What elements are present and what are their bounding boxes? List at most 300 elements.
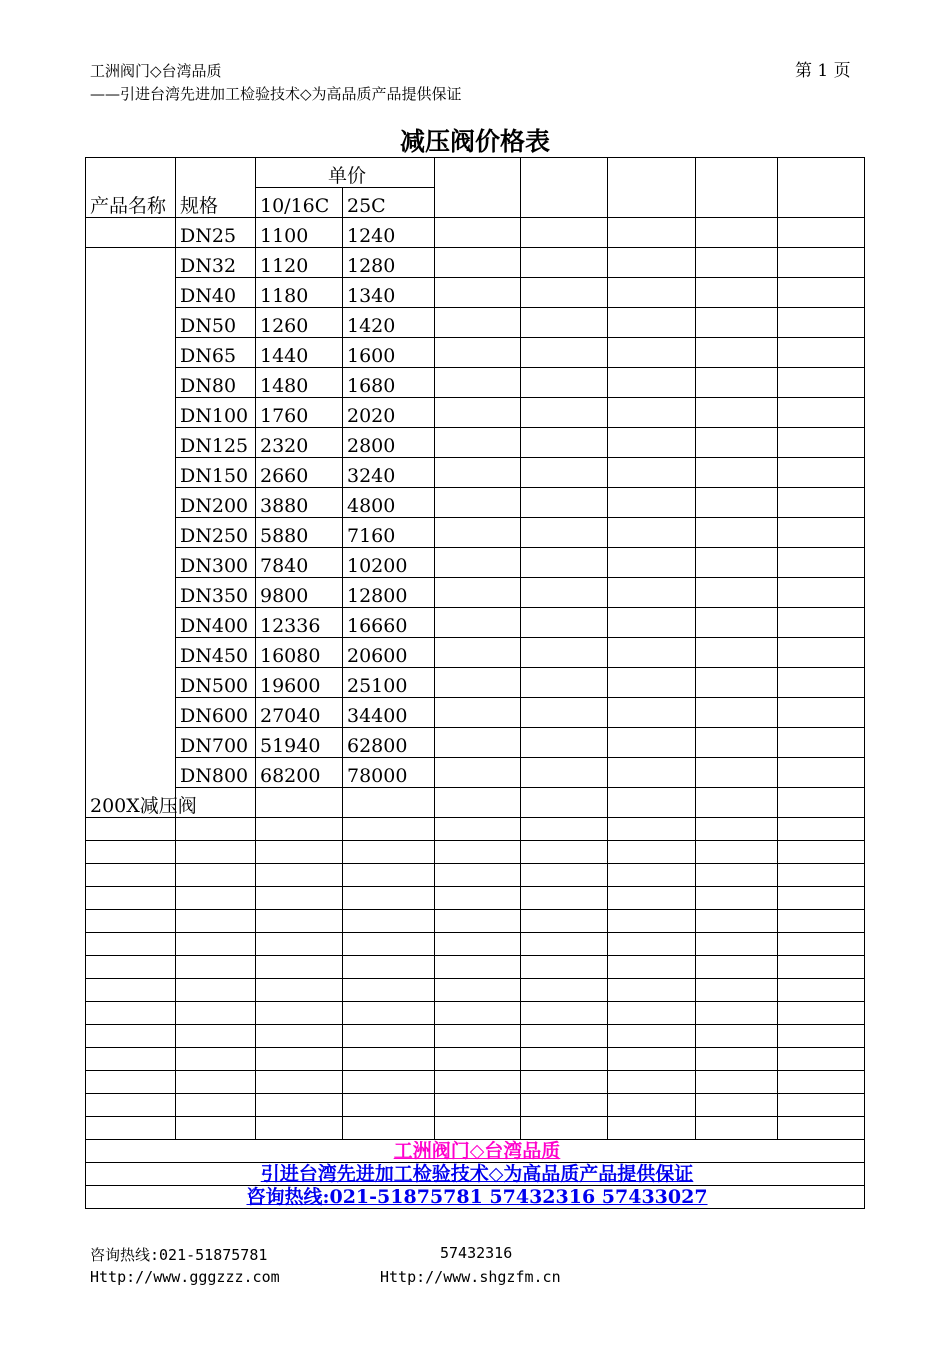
spec-cell: DN600 [176, 698, 256, 728]
table-cell [256, 1048, 343, 1071]
table-cell [608, 158, 696, 218]
table-row [86, 1048, 865, 1071]
spec-cell: DN400 [176, 608, 256, 638]
table-cell [608, 818, 696, 841]
price-1016c-cell: 27040 [256, 698, 343, 728]
table-cell [521, 933, 608, 956]
price-25c-cell: 34400 [343, 698, 435, 728]
table-cell [435, 887, 521, 910]
table-cell [256, 956, 343, 979]
table-cell [608, 698, 696, 728]
table-cell [778, 1117, 865, 1140]
footer-url-2: Http://www.shgzfm.cn [380, 1268, 561, 1286]
table-cell [86, 933, 176, 956]
header-price-1016c: 10/16C [256, 188, 343, 218]
footer-hotline: 咨询热线:021-51875781 [90, 1246, 268, 1264]
table-cell [343, 933, 435, 956]
table-cell [778, 368, 865, 398]
table-cell [176, 979, 256, 1002]
table-row [86, 308, 865, 338]
table-cell [608, 758, 696, 788]
table-cell [521, 398, 608, 428]
table-cell [176, 1117, 256, 1140]
table-cell [778, 488, 865, 518]
table-cell [696, 933, 778, 956]
table-cell [521, 887, 608, 910]
table-cell [435, 758, 521, 788]
table-row [86, 158, 865, 188]
table-cell [521, 864, 608, 887]
table-cell [696, 728, 778, 758]
spec-cell: DN32 [176, 248, 256, 278]
spec-cell: DN25 [176, 218, 256, 248]
table-row [86, 1002, 865, 1025]
table-cell [696, 368, 778, 398]
table-row [86, 788, 865, 818]
table-cell [435, 218, 521, 248]
table-cell [696, 548, 778, 578]
table-cell [696, 578, 778, 608]
table-cell [343, 841, 435, 864]
table-cell [343, 1048, 435, 1071]
spec-cell: DN250 [176, 518, 256, 548]
table-cell [256, 1094, 343, 1117]
table-cell [696, 398, 778, 428]
table-cell [696, 248, 778, 278]
table-row [86, 956, 865, 979]
table-cell [608, 933, 696, 956]
table-row [86, 398, 865, 428]
table-cell [435, 308, 521, 338]
table-cell [696, 458, 778, 488]
table-cell [343, 1117, 435, 1140]
product-name: 200X减压阀 [86, 248, 176, 818]
table-cell [435, 1048, 521, 1071]
table-cell [256, 933, 343, 956]
table-cell [86, 818, 176, 841]
table-cell [778, 956, 865, 979]
table-cell [435, 608, 521, 638]
table-cell [778, 1071, 865, 1094]
table-cell [521, 979, 608, 1002]
table-cell [435, 638, 521, 668]
price-1016c-cell: 12336 [256, 608, 343, 638]
table-cell [86, 910, 176, 933]
header-price: 单价 [256, 158, 435, 188]
price-25c-cell: 20600 [343, 638, 435, 668]
table-cell [343, 910, 435, 933]
price-1016c-cell: 1760 [256, 398, 343, 428]
spec-cell: DN350 [176, 578, 256, 608]
price-1016c-cell: 68200 [256, 758, 343, 788]
table-cell [778, 248, 865, 278]
price-1016c-cell: 9800 [256, 578, 343, 608]
table-row [86, 1140, 865, 1163]
price-25c-cell: 1280 [343, 248, 435, 278]
table-cell [608, 788, 696, 818]
table-cell [608, 548, 696, 578]
table-cell [608, 728, 696, 758]
table-cell [608, 308, 696, 338]
price-25c-cell: 1600 [343, 338, 435, 368]
price-25c-cell: 12800 [343, 578, 435, 608]
table-cell [696, 608, 778, 638]
table-row [86, 248, 865, 278]
table-cell [256, 910, 343, 933]
table-cell [696, 428, 778, 458]
price-25c-cell: 2800 [343, 428, 435, 458]
table-row [86, 887, 865, 910]
table-row [86, 608, 865, 638]
table-cell [343, 1002, 435, 1025]
table-cell [521, 428, 608, 458]
price-25c-cell: 4800 [343, 488, 435, 518]
footer-url-1: Http://www.gggzzz.com [90, 1268, 280, 1286]
table-cell [608, 488, 696, 518]
table-cell [86, 864, 176, 887]
table-cell [521, 248, 608, 278]
table-cell [608, 578, 696, 608]
header-spec: 规格 [176, 158, 256, 218]
table-cell [521, 1048, 608, 1071]
table-cell [778, 278, 865, 308]
price-1016c-cell: 19600 [256, 668, 343, 698]
table-cell [778, 338, 865, 368]
table-cell [435, 518, 521, 548]
table-cell [435, 1002, 521, 1025]
table-cell [778, 841, 865, 864]
table-cell [435, 1094, 521, 1117]
table-cell [696, 1094, 778, 1117]
table-footer-slogan: 引进台湾先进加工检验技术◇为高品质产品提供保证 [86, 1163, 865, 1186]
table-cell [176, 910, 256, 933]
table-row [86, 368, 865, 398]
spec-cell: DN100 [176, 398, 256, 428]
table-cell [778, 578, 865, 608]
table-cell [608, 1071, 696, 1094]
table-cell [343, 887, 435, 910]
table-cell [521, 1071, 608, 1094]
table-cell [608, 910, 696, 933]
table-cell [521, 578, 608, 608]
table-cell [521, 1094, 608, 1117]
table-row [86, 668, 865, 698]
table-cell [778, 818, 865, 841]
table-row [86, 1071, 865, 1094]
price-25c-cell: 3240 [343, 458, 435, 488]
price-25c-cell: 10200 [343, 548, 435, 578]
table-cell [608, 248, 696, 278]
table-cell [521, 698, 608, 728]
table-cell [608, 518, 696, 548]
spec-cell: DN50 [176, 308, 256, 338]
table-cell [608, 1094, 696, 1117]
price-1016c-cell: 1100 [256, 218, 343, 248]
table-cell [608, 398, 696, 428]
table-row [86, 428, 865, 458]
table-cell [521, 841, 608, 864]
table-cell [521, 758, 608, 788]
table-cell [86, 1071, 176, 1094]
table-cell [696, 338, 778, 368]
table-cell [435, 578, 521, 608]
table-cell [176, 818, 256, 841]
table-cell [521, 308, 608, 338]
price-1016c-cell: 1260 [256, 308, 343, 338]
table-cell [521, 608, 608, 638]
table-footer-brand: 工洲阀门◇台湾品质 [86, 1140, 865, 1163]
table-cell [176, 1094, 256, 1117]
table-cell [343, 788, 435, 818]
table-cell [256, 1025, 343, 1048]
table-cell [521, 488, 608, 518]
table-cell [696, 518, 778, 548]
table-row [86, 728, 865, 758]
table-cell [778, 788, 865, 818]
table-cell [696, 638, 778, 668]
table-row [86, 910, 865, 933]
price-1016c-cell: 2320 [256, 428, 343, 458]
table-cell [521, 278, 608, 308]
footer-phone: 57432316 [440, 1244, 513, 1262]
table-cell [435, 458, 521, 488]
price-25c-cell: 1680 [343, 368, 435, 398]
price-1016c-cell: 16080 [256, 638, 343, 668]
table-cell [608, 458, 696, 488]
table-cell [521, 218, 608, 248]
table-cell [696, 158, 778, 218]
table-row [86, 638, 865, 668]
table-cell [521, 956, 608, 979]
table-cell [176, 933, 256, 956]
table-cell [435, 818, 521, 841]
table-cell [778, 158, 865, 218]
table-cell [435, 910, 521, 933]
spec-cell: DN80 [176, 368, 256, 398]
table-cell [435, 668, 521, 698]
table-row [86, 1025, 865, 1048]
table-cell [778, 308, 865, 338]
table-cell [696, 788, 778, 818]
table-row [86, 818, 865, 841]
table-row [86, 1186, 865, 1209]
table-cell [778, 518, 865, 548]
table-cell [86, 1117, 176, 1140]
table-cell [176, 864, 256, 887]
table-footer-hotline: 咨询热线:021-51875781 57432316 57433027 [86, 1186, 865, 1209]
table-cell [778, 1094, 865, 1117]
table-cell [86, 1094, 176, 1117]
price-25c-cell: 78000 [343, 758, 435, 788]
table-cell [176, 956, 256, 979]
table-row [86, 488, 865, 518]
header-line-2: ——引进台湾先进加工检验技术◇为高品质产品提供保证 [90, 85, 462, 103]
table-cell [343, 1071, 435, 1094]
table-cell [256, 1071, 343, 1094]
spec-cell: DN300 [176, 548, 256, 578]
price-1016c-cell: 1480 [256, 368, 343, 398]
table-cell [778, 608, 865, 638]
table-cell [435, 979, 521, 1002]
table-row [86, 458, 865, 488]
table-cell [521, 638, 608, 668]
table-cell [256, 1117, 343, 1140]
table-cell [435, 428, 521, 458]
table-row [86, 338, 865, 368]
table-cell [521, 158, 608, 218]
table-cell [521, 518, 608, 548]
table-cell [86, 1048, 176, 1071]
table-cell [778, 458, 865, 488]
table-cell [256, 864, 343, 887]
table-cell [608, 887, 696, 910]
table-cell [343, 979, 435, 1002]
table-cell [778, 979, 865, 1002]
table-cell [435, 728, 521, 758]
table-cell [696, 956, 778, 979]
table-cell [696, 308, 778, 338]
table-row [86, 278, 865, 308]
table-cell [521, 458, 608, 488]
table-cell [521, 788, 608, 818]
table-row [86, 979, 865, 1002]
table-row [86, 1163, 865, 1186]
price-25c-cell: 1240 [343, 218, 435, 248]
table-cell [608, 1002, 696, 1025]
table-cell [86, 1002, 176, 1025]
table-cell [521, 668, 608, 698]
table-cell [435, 1071, 521, 1094]
table-cell [778, 638, 865, 668]
price-1016c-cell: 5880 [256, 518, 343, 548]
table-cell [435, 368, 521, 398]
table-cell [435, 1025, 521, 1048]
price-1016c-cell: 51940 [256, 728, 343, 758]
spec-cell: DN500 [176, 668, 256, 698]
table-cell [696, 1071, 778, 1094]
table-cell [435, 788, 521, 818]
table-cell [176, 1071, 256, 1094]
price-1016c-cell: 7840 [256, 548, 343, 578]
table-row [86, 758, 865, 788]
table-cell [778, 910, 865, 933]
table-cell [778, 698, 865, 728]
table-cell [86, 979, 176, 1002]
table-cell [608, 608, 696, 638]
table-cell [435, 698, 521, 728]
table-cell [608, 864, 696, 887]
table-cell [256, 1002, 343, 1025]
table-cell [778, 887, 865, 910]
table-cell [608, 1117, 696, 1140]
table-cell [176, 1002, 256, 1025]
table-row [86, 864, 865, 887]
table-cell [521, 818, 608, 841]
table-cell [343, 1094, 435, 1117]
table-cell [778, 398, 865, 428]
table-cell [343, 864, 435, 887]
table-cell [435, 398, 521, 428]
table-cell [86, 841, 176, 864]
table-cell [86, 218, 176, 248]
table-cell [696, 488, 778, 518]
table-cell [696, 668, 778, 698]
price-25c-cell: 7160 [343, 518, 435, 548]
table-cell [778, 933, 865, 956]
table-cell [521, 338, 608, 368]
spec-cell: DN65 [176, 338, 256, 368]
price-25c-cell: 25100 [343, 668, 435, 698]
table-row [86, 698, 865, 728]
table-cell [176, 887, 256, 910]
table-cell [435, 488, 521, 518]
header-product: 产品名称 [86, 158, 176, 218]
table-cell [696, 864, 778, 887]
page-title: 减压阀价格表 [399, 127, 550, 156]
table-cell [696, 818, 778, 841]
price-25c-cell: 2020 [343, 398, 435, 428]
table-cell [696, 1002, 778, 1025]
spec-cell: DN200 [176, 488, 256, 518]
table-cell [256, 887, 343, 910]
spec-cell: DN450 [176, 638, 256, 668]
table-cell [435, 548, 521, 578]
table-cell [778, 218, 865, 248]
table-cell [696, 910, 778, 933]
price-25c-cell: 1420 [343, 308, 435, 338]
table-cell [176, 841, 256, 864]
table-cell [521, 1002, 608, 1025]
table-cell [435, 248, 521, 278]
page-number: 第 1 页 [795, 61, 851, 81]
table-cell [608, 428, 696, 458]
table-cell [778, 864, 865, 887]
table-cell [778, 428, 865, 458]
table-cell [86, 1025, 176, 1048]
table-row [86, 1117, 865, 1140]
table-cell [608, 638, 696, 668]
header-price-25c: 25C [343, 188, 435, 218]
table-cell [435, 338, 521, 368]
table-row [86, 218, 865, 248]
price-1016c-cell: 1180 [256, 278, 343, 308]
table-cell [778, 548, 865, 578]
price-table [85, 157, 865, 1209]
table-cell [696, 278, 778, 308]
table-cell [435, 933, 521, 956]
table-cell [608, 979, 696, 1002]
table-row [86, 933, 865, 956]
table-row [86, 1094, 865, 1117]
table-cell [608, 1048, 696, 1071]
table-cell [608, 956, 696, 979]
table-cell [696, 698, 778, 728]
table-cell [435, 864, 521, 887]
table-cell [435, 1117, 521, 1140]
table-cell [608, 218, 696, 248]
table-cell [521, 368, 608, 398]
price-25c-cell: 1340 [343, 278, 435, 308]
table-cell [778, 668, 865, 698]
table-row [86, 841, 865, 864]
table-cell [696, 1117, 778, 1140]
table-cell [343, 1025, 435, 1048]
table-cell [343, 956, 435, 979]
table-cell [435, 841, 521, 864]
table-cell [521, 548, 608, 578]
table-cell [256, 841, 343, 864]
price-1016c-cell: 3880 [256, 488, 343, 518]
